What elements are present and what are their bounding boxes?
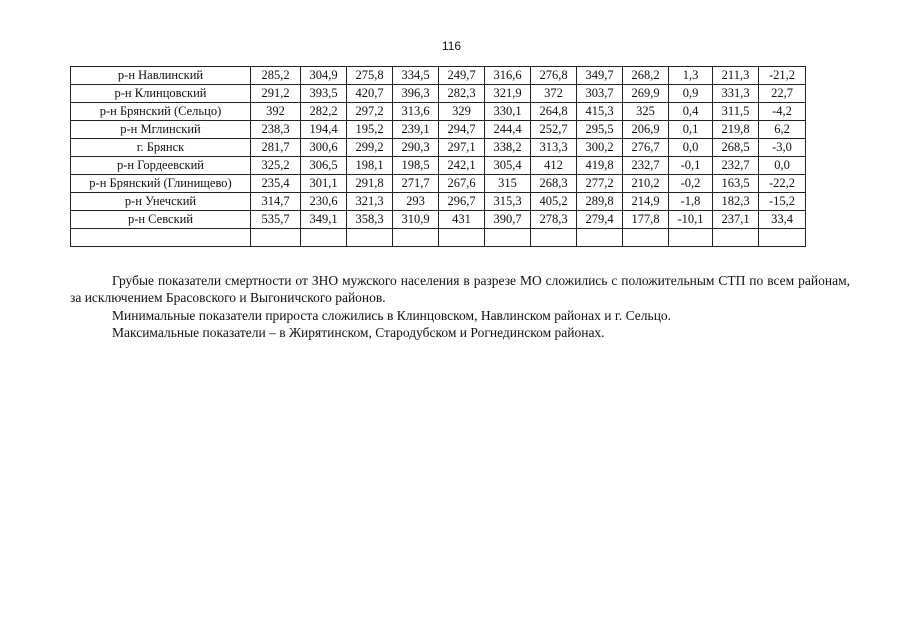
table-row (71, 139, 806, 157)
value-cell: 1,3 (669, 67, 713, 85)
value-cell: 198,5 (393, 157, 439, 175)
district-name-cell: р-н Гордеевский (71, 157, 251, 175)
value-cell: 182,3 (713, 193, 759, 211)
value-cell: 282,3 (439, 85, 485, 103)
value-cell: 0,0 (669, 139, 713, 157)
value-cell: 420,7 (347, 85, 393, 103)
empty-cell (713, 229, 759, 247)
value-cell: 0,0 (759, 157, 806, 175)
table-row (71, 67, 806, 85)
empty-cell (623, 229, 669, 247)
value-cell: 294,7 (439, 121, 485, 139)
table-row (71, 85, 806, 103)
empty-cell (439, 229, 485, 247)
table-row (71, 175, 806, 193)
value-cell: -15,2 (759, 193, 806, 211)
value-cell: 277,2 (577, 175, 623, 193)
value-cell: 219,8 (713, 121, 759, 139)
district-name-cell: р-н Брянский (Глинищево) (71, 175, 251, 193)
page-number: 116 (441, 39, 462, 53)
value-cell: 206,9 (623, 121, 669, 139)
value-cell: 390,7 (485, 211, 531, 229)
value-cell: 393,5 (301, 85, 347, 103)
table-row (71, 193, 806, 211)
value-cell: 269,9 (623, 85, 669, 103)
value-cell: 232,7 (713, 157, 759, 175)
empty-cell (485, 229, 531, 247)
value-cell: 315,3 (485, 193, 531, 211)
value-cell: 290,3 (393, 139, 439, 157)
value-cell: 291,8 (347, 175, 393, 193)
value-cell: 249,7 (439, 67, 485, 85)
value-cell: 276,8 (531, 67, 577, 85)
table-body (71, 67, 806, 247)
value-cell: 392 (251, 103, 301, 121)
mortality-table (70, 66, 806, 247)
value-cell: 276,7 (623, 139, 669, 157)
value-cell: 252,7 (531, 121, 577, 139)
value-cell: 211,3 (713, 67, 759, 85)
value-cell: 163,5 (713, 175, 759, 193)
value-cell: -3,0 (759, 139, 806, 157)
value-cell: 301,1 (301, 175, 347, 193)
value-cell: 289,8 (577, 193, 623, 211)
value-cell: 293 (393, 193, 439, 211)
empty-cell (301, 229, 347, 247)
value-cell: 405,2 (531, 193, 577, 211)
value-cell: 299,2 (347, 139, 393, 157)
value-cell: 338,2 (485, 139, 531, 157)
value-cell: 22,7 (759, 85, 806, 103)
value-cell: 300,2 (577, 139, 623, 157)
empty-cell (393, 229, 439, 247)
table-row (71, 157, 806, 175)
district-name-cell: р-н Мглинский (71, 121, 251, 139)
value-cell: 313,3 (531, 139, 577, 157)
paragraph-maximum-growth: Максимальные показатели – в Жирятинском, Стародубском и Рогнединском районах. (112, 325, 605, 340)
value-cell: 296,7 (439, 193, 485, 211)
value-cell: 210,2 (623, 175, 669, 193)
value-cell: 419,8 (577, 157, 623, 175)
value-cell: 303,7 (577, 85, 623, 103)
value-cell: 267,6 (439, 175, 485, 193)
value-cell: 279,4 (577, 211, 623, 229)
table-row (71, 103, 806, 121)
value-cell: 334,5 (393, 67, 439, 85)
value-cell: 329 (439, 103, 485, 121)
empty-table-row (71, 229, 806, 247)
district-name-cell: р-н Севский (71, 211, 251, 229)
value-cell: 268,2 (623, 67, 669, 85)
value-cell: 415,3 (577, 103, 623, 121)
empty-cell (577, 229, 623, 247)
value-cell: 214,9 (623, 193, 669, 211)
value-cell: 6,2 (759, 121, 806, 139)
value-cell: 282,2 (301, 103, 347, 121)
value-cell: 316,6 (485, 67, 531, 85)
value-cell: 297,2 (347, 103, 393, 121)
value-cell: 242,1 (439, 157, 485, 175)
value-cell: -0,2 (669, 175, 713, 193)
value-cell: 325,2 (251, 157, 301, 175)
value-cell: 349,1 (301, 211, 347, 229)
district-name-cell: р-н Унечский (71, 193, 251, 211)
value-cell: 0,4 (669, 103, 713, 121)
district-name-cell: г. Брянск (71, 139, 251, 157)
paragraph-mortality-summary: Грубые показатели смертности от ЗНО мужского населения в разрезе МО сложились с положительным СТП по всем районам, за исключением Брасовского и Выгоничского районов. (70, 273, 850, 305)
value-cell: 237,1 (713, 211, 759, 229)
value-cell: 264,8 (531, 103, 577, 121)
value-cell: 195,2 (347, 121, 393, 139)
value-cell: 306,5 (301, 157, 347, 175)
value-cell: -1,8 (669, 193, 713, 211)
value-cell: 0,1 (669, 121, 713, 139)
value-cell: 315 (485, 175, 531, 193)
value-cell: -4,2 (759, 103, 806, 121)
district-name-cell: р-н Навлинский (71, 67, 251, 85)
value-cell: 431 (439, 211, 485, 229)
value-cell: -0,1 (669, 157, 713, 175)
value-cell: 321,9 (485, 85, 531, 103)
value-cell: 238,3 (251, 121, 301, 139)
value-cell: 268,3 (531, 175, 577, 193)
value-cell: 314,7 (251, 193, 301, 211)
value-cell: 331,3 (713, 85, 759, 103)
table-row (71, 211, 806, 229)
value-cell: 232,7 (623, 157, 669, 175)
value-cell: 321,3 (347, 193, 393, 211)
value-cell: 230,6 (301, 193, 347, 211)
district-name-cell: р-н Клинцовский (71, 85, 251, 103)
table-row (71, 121, 806, 139)
value-cell: 239,1 (393, 121, 439, 139)
empty-cell (347, 229, 393, 247)
value-cell: 297,1 (439, 139, 485, 157)
value-cell: 33,4 (759, 211, 806, 229)
value-cell: 396,3 (393, 85, 439, 103)
value-cell: 349,7 (577, 67, 623, 85)
value-cell: 295,5 (577, 121, 623, 139)
district-name-cell: р-н Брянский (Сельцо) (71, 103, 251, 121)
value-cell: 310,9 (393, 211, 439, 229)
value-cell: -10,1 (669, 211, 713, 229)
empty-cell (669, 229, 713, 247)
value-cell: 535,7 (251, 211, 301, 229)
value-cell: 271,7 (393, 175, 439, 193)
value-cell: 358,3 (347, 211, 393, 229)
value-cell: 325 (623, 103, 669, 121)
value-cell: 304,9 (301, 67, 347, 85)
empty-cell (251, 229, 301, 247)
value-cell: -21,2 (759, 67, 806, 85)
value-cell: 278,3 (531, 211, 577, 229)
value-cell: 268,5 (713, 139, 759, 157)
value-cell: 285,2 (251, 67, 301, 85)
value-cell: 412 (531, 157, 577, 175)
value-cell: 177,8 (623, 211, 669, 229)
paragraph-minimum-growth: Минимальные показатели прироста сложились в Клинцовском, Навлинском районах и г. Сельцо. (112, 308, 672, 323)
empty-cell (759, 229, 806, 247)
value-cell: 300,6 (301, 139, 347, 157)
value-cell: 305,4 (485, 157, 531, 175)
value-cell: 313,6 (393, 103, 439, 121)
value-cell: -22,2 (759, 175, 806, 193)
empty-cell (531, 229, 577, 247)
value-cell: 372 (531, 85, 577, 103)
value-cell: 0,9 (669, 85, 713, 103)
value-cell: 194,4 (301, 121, 347, 139)
value-cell: 275,8 (347, 67, 393, 85)
empty-cell (71, 229, 251, 247)
value-cell: 235,4 (251, 175, 301, 193)
value-cell: 198,1 (347, 157, 393, 175)
value-cell: 291,2 (251, 85, 301, 103)
value-cell: 281,7 (251, 139, 301, 157)
value-cell: 244,4 (485, 121, 531, 139)
value-cell: 311,5 (713, 103, 759, 121)
value-cell: 330,1 (485, 103, 531, 121)
